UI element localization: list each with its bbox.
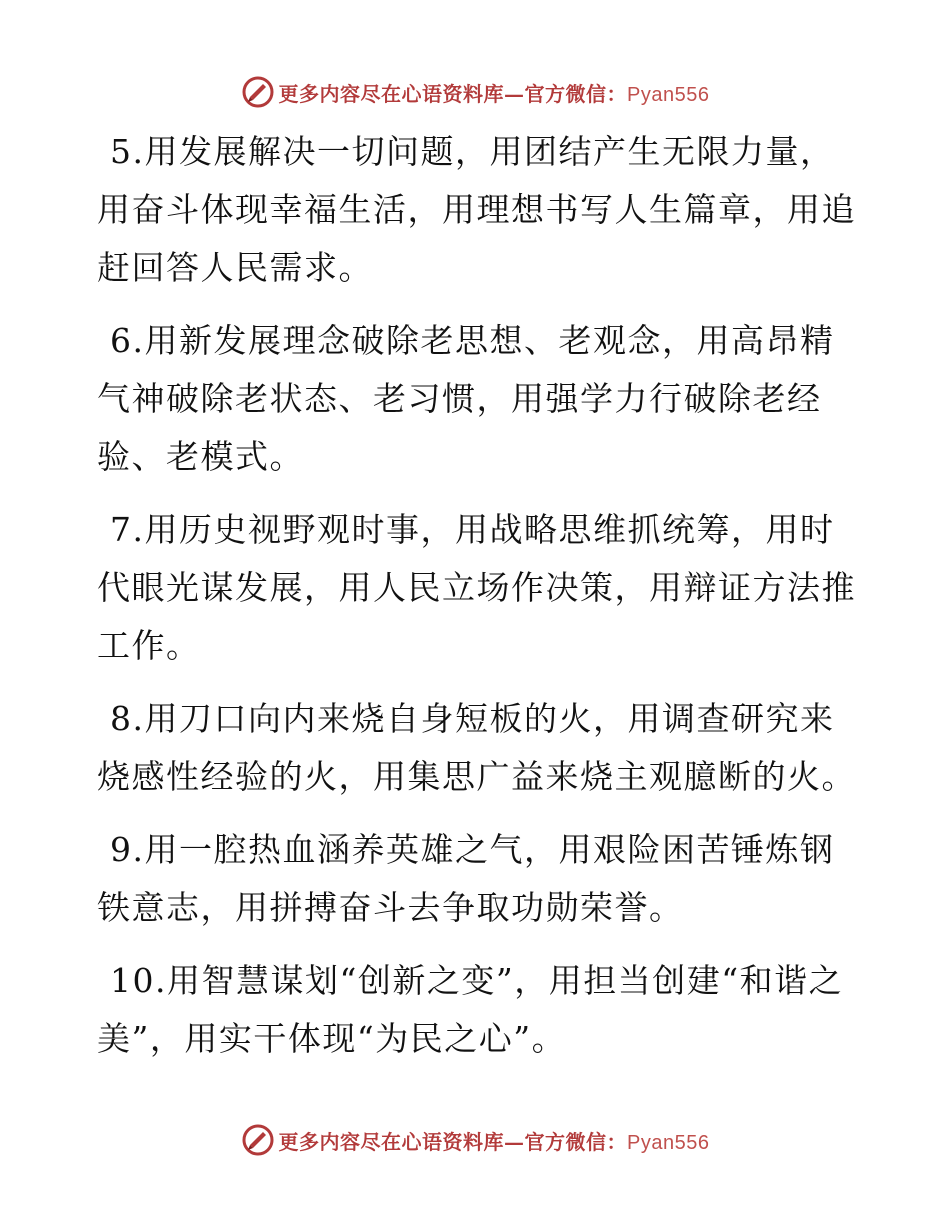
paragraph-10: 10.用智慧谋划“创新之变”，用担当创建“和谐之美”，用实干体现“为民之心”。 (97, 961, 844, 1058)
footer-watermark (241, 1123, 710, 1157)
document-body (97, 123, 857, 1083)
footer-wechat-id: Pyan556 (627, 1131, 710, 1154)
paragraph-5: 5.用发展解决一切问题，用团结产生无限力量，用奋斗体现幸福生活，用理想书写人生篇章，用追赶回答人民需求。 (97, 132, 856, 287)
header-site-text: 更多内容尽在心语资料库—官方微信： (278, 81, 628, 106)
brand-logo-icon (241, 1123, 275, 1157)
paragraph-8: 8.用刀口向内来烧自身短板的火，用调查研究来烧感性经验的火，用集思广益来烧主观臆断的火。 (97, 699, 856, 796)
paragraph-7: 7.用历史视野观时事，用战略思维抓统筹，用时代眼光谋发展，用人民立场作决策，用辩证方法推工作。 (97, 510, 856, 665)
footer-text (279, 1126, 710, 1155)
footer-site-text: 更多内容尽在心语资料库—官方微信： (278, 1129, 628, 1154)
brand-logo-icon (241, 75, 275, 109)
page-footer (0, 1120, 950, 1160)
paragraph-6: 6.用新发展理念破除老思想、老观念，用高昂精气神破除老状态、老习惯，用强学力行破除老经验、老模式。 (97, 321, 835, 476)
page-header (0, 72, 950, 112)
header-text (279, 78, 710, 107)
header-wechat-id: Pyan556 (627, 83, 710, 106)
paragraph-9: 9.用一腔热血涵养英雄之气，用艰险困苦锤炼钢铁意志，用拼搏奋斗去争取功勋荣誉。 (97, 830, 835, 927)
header-watermark (241, 75, 710, 109)
